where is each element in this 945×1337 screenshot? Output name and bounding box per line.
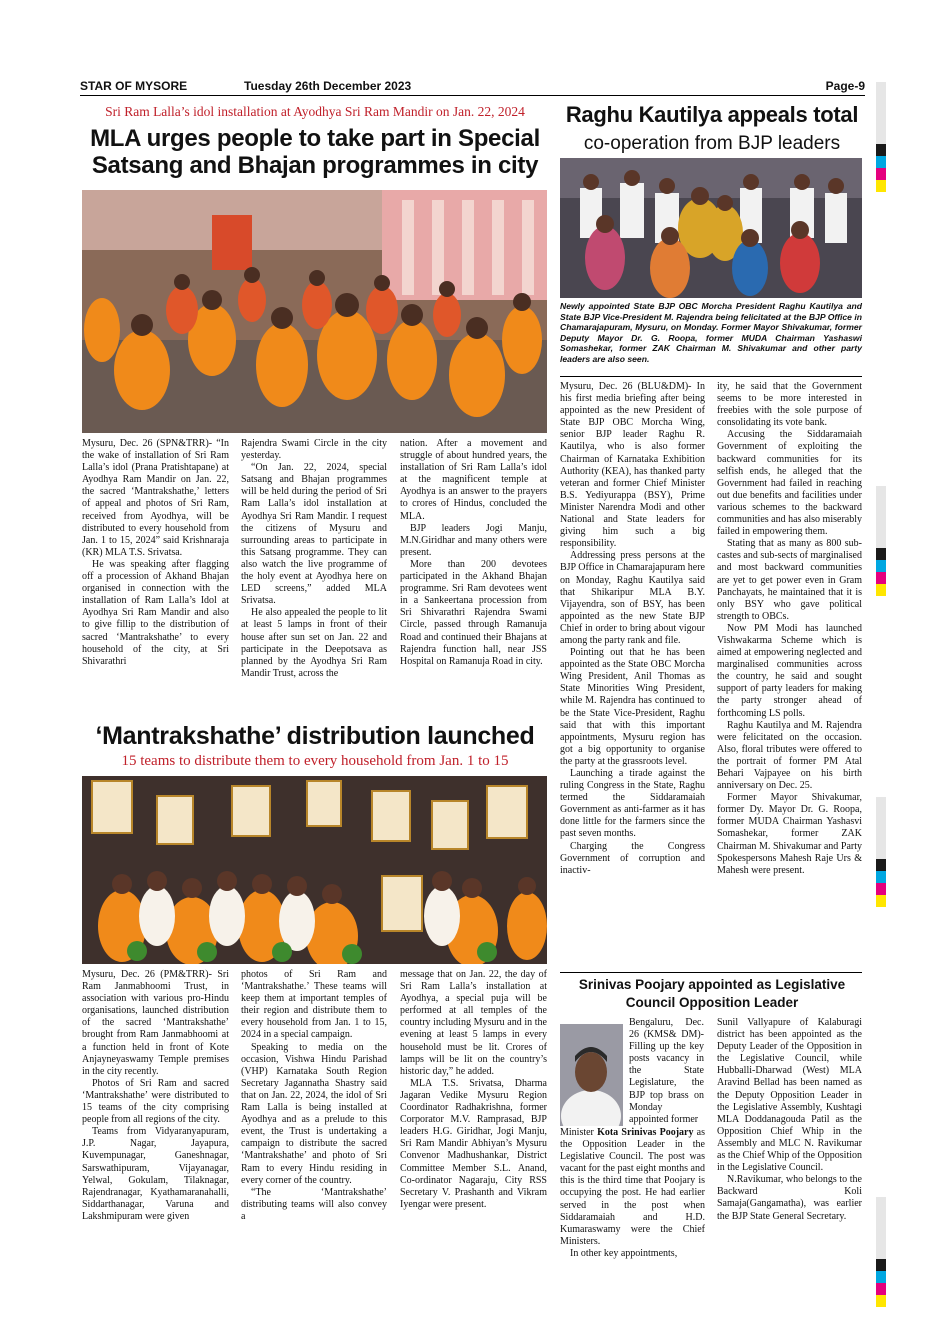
- story1-headline: MLA urges people to take part in Special Satsang and Bhajan programmes in city: [90, 125, 540, 179]
- story4-column-2: [717, 1017, 862, 1267]
- story3-headline-line1: Raghu Kautilya appeals total: [565, 102, 859, 127]
- paragraph: photos of Sri Ram and ‘Mantrakshathe.’ These teams will keep them at important temples of their region and distribute them to every household from Jan. 1 to 15, 2024 in a special campaign.: [241, 969, 387, 1041]
- story3-column-1: [560, 381, 705, 971]
- story1-column-3: [400, 438, 547, 718]
- story4-headline-line1: Srinivas Poojary appointed as Legislative: [578, 977, 846, 992]
- reg-grey: [876, 797, 886, 859]
- reg-cyan: [876, 1271, 886, 1283]
- story1-column-2: [241, 438, 387, 718]
- reg-cyan: [876, 560, 886, 572]
- paragraph: [560, 1127, 705, 1248]
- paragraph: Addressing press persons at the BJP Office in Chamarajapuram here on Monday, Raghu Kautilya said that Shikaripur MLA B.Y. Vijayendra, son of BSY, has been appointed as the new State BJP Chief in order to bring about vigour among the party rank and file.: [560, 550, 705, 646]
- reg-magenta: [876, 168, 886, 180]
- reg-magenta: [876, 572, 886, 584]
- srinivas-poojary-portrait-art: [560, 1024, 623, 1126]
- story4-column-1: [560, 1127, 705, 1267]
- reg-black: [876, 144, 886, 156]
- srinivas-poojary-portrait: [560, 1024, 623, 1126]
- paragraph: “On Jan. 22, 2024, special Satsang and Bhajan programmes will be held during the period of Sri Ram Lalla’s idol installation at Ayodhya Sri Ram Mandir. I request the citizens of Mysuru and surrounding areas to participate in this Satsang programme. They can also watch the live programme of the holy event at Ayodhya here on LED screens,” added MLA Srivatsa.: [241, 462, 387, 607]
- story3-column-2: [717, 381, 862, 971]
- reg-grey: [876, 1197, 886, 1259]
- story-divider-rule: [560, 972, 862, 973]
- text-run: Minister: [560, 1127, 598, 1138]
- registration-marks-bottom: [876, 1197, 886, 1307]
- story4-column-1-top: [629, 1017, 704, 1131]
- registration-marks-top: [876, 82, 886, 192]
- paragraph: Charging the Congress Government of corruption and inactiv-: [560, 840, 705, 876]
- minister-name: Kota Srinivas Poojary: [597, 1127, 694, 1138]
- story2-column-1: [82, 969, 229, 1267]
- paragraph: Photos of Sri Ram and sacred ‘Mantrakshathe’ were distributed to 15 teams of the city comprising people from all regions of the city.: [82, 1077, 229, 1126]
- paragraph: “The ‘Mantrakshathe’ distributing teams will also convey a: [241, 1186, 387, 1222]
- paragraph: BJP leaders Jogi Manju, M.N.Giridhar and many others were present.: [400, 522, 547, 558]
- issue-date: Tuesday 26th December 2023: [244, 79, 412, 93]
- reg-cyan: [876, 871, 886, 883]
- reg-black: [876, 1259, 886, 1271]
- paragraph: He was speaking after flagging off a procession of Akhand Bhajan organised in connection with the installation of Ram Lalla’s Idol at Ayodhya Sri Ram Mandir and also to give fillip to the distribution of sacred ‘Mantrakshathe’ to every household of the city, at Sri Shivarathri: [82, 558, 229, 667]
- paragraph: Mysuru, Dec. 26 (BLU&DM)- In his first media briefing after being appointed as the new President of State BJP OBC Morcha Wing, senior BJP leader Raghu R. Kautilya, who is also former Chairman of Karnataka Exhibition Authority (KEA), has thanked party veteran and former Chief Minister B.S. Yediyurappa (BSY), Prime Minister Narendra Modi and other National and State leaders for giving him such a big responsibility.: [560, 381, 705, 550]
- reg-yellow: [876, 584, 886, 596]
- paragraph: ity, he said that the Government seems to be more interested in freebies with the sole purpose of consolidating its vote bank.: [717, 381, 862, 429]
- registration-marks-middle: [876, 486, 886, 596]
- paragraph: Speaking to media on the occasion, Vishwa Hindu Parishad (VHP) Karnataka South Region Secretary Jagannatha Shastry said that on Jan. 22, 2024, the idol of Sri Ram Lalla is being installed at Ayodhya and as a prelude to this event, the Trust is undertaking a campaign to distribute the sacred ‘Mantrakshathe’ and photo of Sri Ram to every Hindu residing in every corner of the country.: [241, 1041, 387, 1186]
- paragraph: Stating that as many as 800 sub-castes and sub-sects of marginalised and most backward communities are yet to get power even in Gram Panchayats, he maintained that it is only BSY who gave political strength to OBCs.: [717, 538, 862, 622]
- reg-magenta: [876, 883, 886, 895]
- reg-yellow: [876, 180, 886, 192]
- paragraph: Accusing the Siddaramaiah Government of exploiting the backward communities for its selfish ends, he alleged that the Government had failed in reaching out due benefits and facilities under various schemes to the backward communities and has also miserably failed in empowering them.: [717, 429, 862, 538]
- paragraph: Former Mayor Shivakumar, former Dy. Mayor Dr. G. Roopa, former MUDA Chairman Yashasvi Somashekar, former ZAK Chairman M. Shivakumar and Party Spokespersons Mahesh Raje Urs & Mahesh were present.: [717, 792, 862, 876]
- paragraph: Launching a tirade against the ruling Congress in the State, Raghu termed the Siddaramaiah Government as anti-farmer as it has done little for the farmers since the past seven months.: [560, 768, 705, 840]
- reg-grey: [876, 486, 886, 548]
- paragraph: Pointing out that he has been appointed as the State OBC Morcha Wing President, Anil Thomas as State Minorities Wing President, while M. Rajendra has continued to be the State Vice-President, Raghu said that with this important appointments, Mysuru region has got a big opportunity to organise the party at the grassroots level.: [560, 647, 705, 767]
- caption-rule: [560, 376, 862, 377]
- mantrakshathe-distribution-photo: [82, 776, 547, 964]
- reg-magenta: [876, 1283, 886, 1295]
- paragraph: Now PM Modi has launched Vishwakarma Scheme which is aimed at empowering neglected and marginalised communities across the country, he said and sought support of party leaders for making the party stronger ahead of forthcoming LS polls.: [717, 622, 862, 719]
- paragraph: Mysuru, Dec. 26 (PM&TRR)- Sri Ram Janmabhoomi Trust, in association with various pro-Hindu organisations, launched distribution of the sacred ‘Mantrakshathe’ brought from Ram Janmabhoomi at a function held in front of Kote Anjayneyaswamy Temple premises in the city recently.: [82, 969, 229, 1077]
- story3-headline-line2: co-operation from BJP leaders: [583, 133, 841, 154]
- reg-cyan: [876, 156, 886, 168]
- paper-name: STAR OF MYSORE: [80, 79, 188, 93]
- registration-marks-lower: [876, 797, 886, 907]
- paragraph: He also appealed the people to lit at least 5 lamps in front of their house after sun set on Jan. 22 and participate in the Deepotsava as planned by the Ayodhya Sri Ram Mandir Trust, across the: [241, 607, 387, 679]
- paragraph: Mysuru, Dec. 26 (SPN&TRR)- “In the wake of installation of Sri Ram Lalla’s idol (Prana Pratishtapane) at Ayodhya Ram Mandir on Jan. 22, the sacred ‘Mantrakshathe,’ letters of appeal and photos of Sri Ram, received from Ayodhya, will be distributed to every household from Jan. 1 to 15, 2024” said Krishnaraja (KR) MLA T.S. Srivatsa.: [82, 438, 229, 558]
- reg-black: [876, 859, 886, 871]
- story2-headline: ‘Mantrakshathe’ distribution launched: [95, 722, 535, 750]
- paragraph: In other key appointments,: [570, 1247, 678, 1259]
- mantrakshathe-distribution-photo-art: [82, 776, 547, 964]
- paragraph: More than 200 devotees participated in the Akhand Bhajan programme. Sri Ram devotees went in a Sankeertana procession from Sri Shivarathri Rajendra Swami Circle, passed through Ramanuja Road and continued their Bhajans at Rajendra function hall, near JSS Hospital on Ramanuja Road in city.: [400, 558, 547, 667]
- reg-yellow: [876, 895, 886, 907]
- story3-photo-caption: Newly appointed State BJP OBC Morcha President Raghu Kautilya and State BJP Vice-President M. Rajendra being felicitated at the BJP Office in Chamarajapuram, Mysuru, on Monday. Former Mayor Shivakumar, former Deputy Mayor Dr. G. Roopa, former MUDA Chairman Yashaswi Somashekar, former ZAK Chairman M. Shivakumar and other party leaders are also seen.: [560, 301, 862, 364]
- paragraph: Raghu Kautilya and M. Rajendra were felicitated on the occasion. Also, floral tributes were offered to the portrait of former PM Atal Behari Vajpayee on his birth anniversary on Dec. 25.: [717, 719, 862, 792]
- page-header: [80, 78, 865, 96]
- story2-kicker: 15 teams to distribute them to every household from Jan. 1 to 15: [121, 753, 509, 769]
- paragraph: Teams from Vidyaranyapuram, J.P. Nagar, Jayapura, Kuvempunagar, Ganeshnagar, Sarswathipuram, Vijayanagar, Yelwal, Gokulam, Tilaknagar, Rajendranagar, Kyathamaranahalli, Siddarthanagar, Varuna and Lakshmipuram were given: [82, 1126, 229, 1222]
- reg-grey: [876, 82, 886, 144]
- reg-black: [876, 548, 886, 560]
- paragraph: Sunil Vallyapure of Kalaburagi district has been appointed as the Deputy Leader of the Opposition in the Legislative Council, while Hubballi-Dharwad (West) MLA Aravind Bellad has been named as the Deputy Opposition Leader in the Legislative Assembly, Kushtagi MLA Doddanagouda Patil as the Opposition Chief Whip in the Assembly and MLC N. Ravikumar as the Chief Whip of the Opposition in the Legislative Council.: [717, 1017, 862, 1174]
- bhajan-procession-photo: [82, 190, 547, 433]
- story1-kicker: Sri Ram Lalla’s idol installation at Ayodhya Sri Ram Mandir on Jan. 22, 2024: [105, 104, 525, 119]
- paragraph: MLA T.S. Srivatsa, Dharma Jagaran Vedike Mysuru Region Coordinator Radhakrishna, former Corporator M.V. Ramprasad, BJP leaders H.G. Giridhar, Jogi Manju, Sri Ram Mandir Abhiyan’s Mysuru Convenor Madhushankar, District Committee Member S.L. Anand, Co-ordinator Nagaraju, City RSS Secretary V. Prashanth and Vikram Iyengar were present.: [400, 1077, 547, 1210]
- text-run: as the Opposition Leader in the Legislative Council. The post was vacant for the past eight months and this is the third time that Poojary is occupying the post. He had earlier served in the post when Siddaramaiah and H.D. Kumaraswamy were the Chief Ministers.: [560, 1127, 705, 1247]
- reg-yellow: [876, 1295, 886, 1307]
- story4-headline-line2: Council Opposition Leader: [625, 995, 799, 1010]
- paragraph: message that on Jan. 22, the day of Sri Ram Lalla’s installation at Ayodhya, a special puja will be performed at all temples of the country including Mysuru and in the evening at least 5 lamps in every household must be lit. Crores of lamps will be lit on the country’s historic day,” he added.: [400, 969, 547, 1077]
- paragraph: nation. After a movement and struggle of about hundred years, the installation of Sri Ram Lalla’s idol at the magnificent temple at Ayodhya is an answer to the prayers to crores of Hindus, concluded the MLA.: [400, 438, 547, 522]
- page-number: Page-9: [825, 79, 865, 93]
- story1-column-1: [82, 438, 229, 718]
- paragraph: N.Ravikumar, who belongs to the Backward Koli Samaja(Gangamatha), was earlier the BJP State General Secretary.: [717, 1174, 862, 1222]
- paragraph: Bengaluru, Dec. 26 (KMS& DM)- Filling up the key posts vacancy in the State Legislature, the BJP top brass on Monday appointed former: [629, 1017, 704, 1125]
- story2-column-2: [241, 969, 387, 1267]
- bjp-felicitation-photo-art: [560, 158, 862, 298]
- story2-column-3: [400, 969, 547, 1267]
- bhajan-procession-photo-art: [82, 190, 547, 433]
- paragraph: Rajendra Swami Circle in the city yesterday.: [241, 438, 387, 462]
- bjp-felicitation-photo: [560, 158, 862, 298]
